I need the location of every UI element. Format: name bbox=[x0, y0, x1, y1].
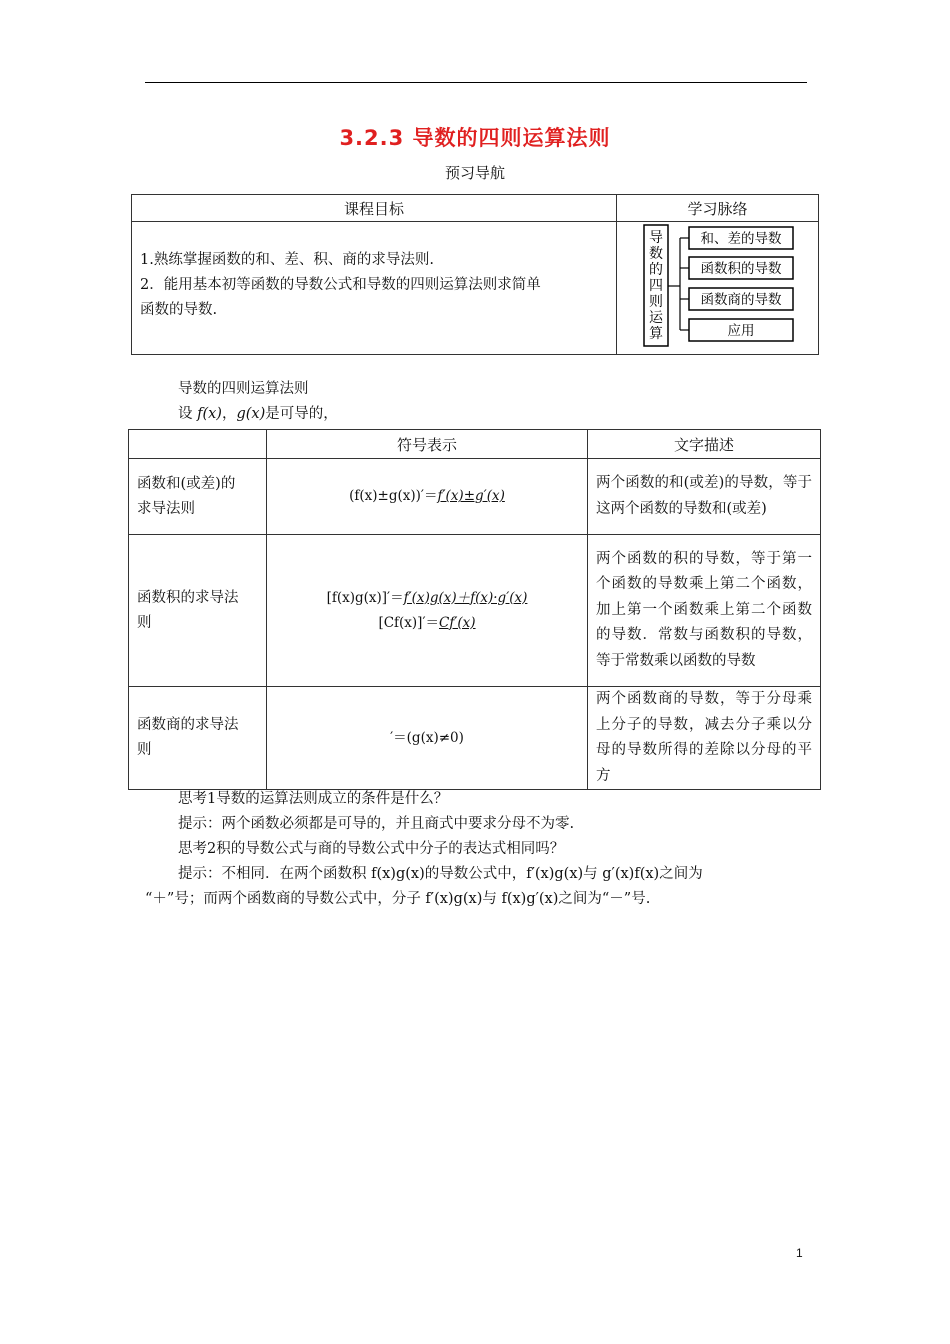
map-root-char: 导 bbox=[649, 230, 663, 246]
rule-formula-quotient: ′＝(g(x)≠0) bbox=[267, 687, 588, 790]
map-node-application: 应用 bbox=[727, 323, 755, 339]
goal-line: 函数的导数. bbox=[140, 302, 218, 318]
learning-map-cell bbox=[617, 222, 819, 355]
rule-label-sum bbox=[129, 459, 267, 535]
intro-fx: f(x) bbox=[197, 406, 222, 422]
rule-label-line: 函数和(或差)的 bbox=[137, 475, 236, 492]
header-rule bbox=[145, 82, 807, 83]
thinking-hint-1: 提示：两个函数必须都是可导的，并且商式中要求分母不为零. bbox=[178, 816, 575, 832]
rule-desc-sum: 两个函数的和(或差)的导数，等于这两个函数的导数和(或差) bbox=[588, 459, 821, 535]
rules-header-blank bbox=[129, 430, 267, 459]
rules-header-desc: 文字描述 bbox=[588, 430, 821, 459]
intro-suffix: 是可导的， bbox=[265, 406, 338, 422]
rule-desc-product: 两个函数的积的导数，等于第一个函数的导数乘上第二个函数，加上第一个函数乘上第二个函数的导数．常数与函数积的导数，等于常数乘以函数的导数 bbox=[588, 535, 821, 687]
intro-prefix: 设 bbox=[178, 406, 193, 422]
section-heading: 导数的四则运算法则 bbox=[178, 381, 309, 397]
rule-label-line: 函数商的求导法 bbox=[137, 717, 239, 733]
rule-desc-quotient: 两个函数商的导数，等于分母乘上分子的导数，减去分子乘以分母的导数所得的差除以分母的平方 bbox=[588, 687, 821, 790]
overview-header-goals: 课程目标 bbox=[132, 195, 617, 222]
formula-answer: f′(x)±g′(x) bbox=[437, 488, 505, 504]
thinking-question-1: 思考1导数的运算法则成立的条件是什么？ bbox=[178, 791, 449, 807]
overview-header-map: 学习脉络 bbox=[617, 195, 819, 222]
map-root-char: 的 bbox=[649, 262, 663, 278]
goal-line: 1.熟练掌握函数的和、差、积、商的求导法则. bbox=[140, 252, 434, 268]
page-number: 1 bbox=[796, 1246, 803, 1260]
page-title: 3.2.3 导数的四则运算法则 bbox=[339, 126, 611, 150]
map-root-char: 算 bbox=[649, 326, 663, 342]
map-node-sum-diff: 和、差的导数 bbox=[700, 231, 782, 247]
rules-table bbox=[128, 429, 821, 790]
section-intro bbox=[178, 402, 338, 427]
map-node-quotient: 函数商的导数 bbox=[700, 292, 782, 308]
learning-map-diagram bbox=[617, 222, 817, 354]
thinking-hint-2-cont: “＋”号；而两个函数商的导数公式中，分子 f′(x)g(x)与 f(x)g′(x)之间为“－”号. bbox=[145, 891, 651, 907]
map-root-char: 数 bbox=[649, 246, 663, 262]
formula-left: [Cf(x)]′＝ bbox=[378, 614, 440, 631]
formula-answer: Cf′(x) bbox=[439, 614, 476, 631]
map-root-char: 四 bbox=[649, 278, 663, 294]
rule-label-line: 则 bbox=[137, 742, 152, 758]
formula-left: [f(x)g(x)]′＝ bbox=[326, 589, 404, 606]
formula-left: (f(x)±g(x))′＝ bbox=[349, 488, 438, 504]
thinking-question-2: 思考2积的导数公式与商的导数公式中分子的表达式相同吗？ bbox=[178, 841, 565, 857]
formula-answer: f′(x)g(x)＋f(x)·g′(x) bbox=[403, 589, 528, 606]
rule-label-quotient bbox=[129, 687, 267, 790]
rule-label-line: 求导法则 bbox=[137, 500, 195, 517]
rule-label-product bbox=[129, 535, 267, 687]
rule-label-line: 函数积的求导法 bbox=[137, 589, 239, 606]
rule-formula-sum bbox=[267, 459, 588, 535]
intro-sep: ， bbox=[221, 406, 237, 422]
overview-table bbox=[131, 194, 819, 355]
rules-header-symbol: 符号表示 bbox=[267, 430, 588, 459]
intro-gx: g(x) bbox=[236, 406, 266, 422]
goal-line: 2．能用基本初等函数的导数公式和导数的四则运算法则求简单 bbox=[140, 277, 541, 293]
map-node-product: 函数积的导数 bbox=[700, 261, 782, 277]
course-goals bbox=[132, 222, 617, 355]
thinking-hint-2: 提示：不相同．在两个函数积 f(x)g(x)的导数公式中，f′(x)g(x)与 g′(x)f(x)之间为 bbox=[178, 866, 703, 882]
map-root-char: 则 bbox=[649, 294, 663, 310]
map-root-char: 运 bbox=[649, 310, 663, 326]
rule-formula-product bbox=[267, 535, 588, 687]
page-subtitle: 预习导航 bbox=[444, 164, 505, 182]
rule-label-line: 则 bbox=[137, 614, 152, 631]
